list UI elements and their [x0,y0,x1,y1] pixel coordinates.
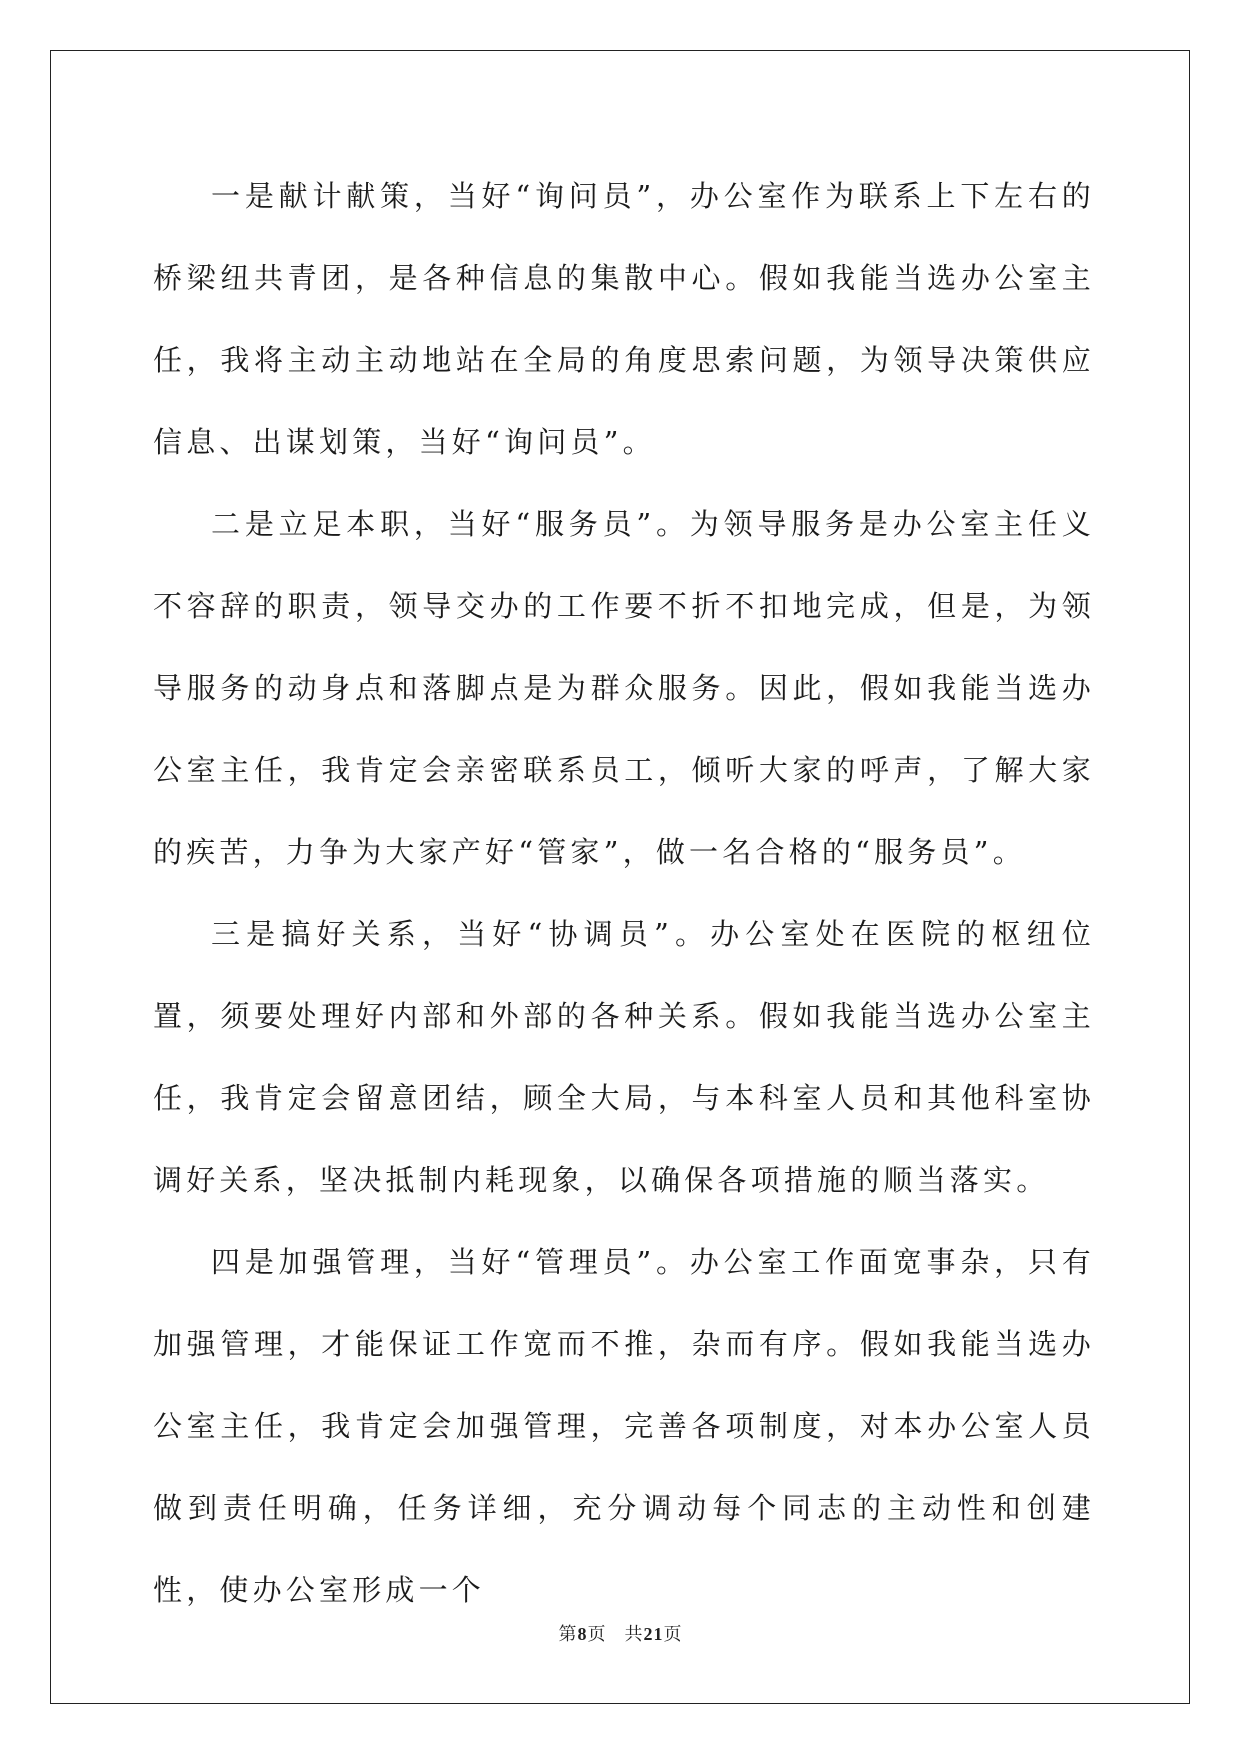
page-suffix: 页 [587,1624,607,1645]
paragraph-3: 三是搞好关系，当好“协调员”。办公室处在医院的枢纽位置，须要处理好内部和外部的各种关系。假如我能当选办公室主任，我肯定会留意团结，顾全大局，与本科室人员和其他科室协调好关系，坚决抵制内耗现象，以确保各项措施的顺当落实。 [153,917,1095,1197]
total-pages: 21 [643,1624,664,1644]
paragraph-1: 一是献计献策，当好“询问员”，办公室作为联系上下左右的桥梁纽共青团，是各种信息的集散中心。假如我能当选办公室主任，我将主动主动地站在全局的角度思索问题，为领导决策供应信息、出谋划策，当好“询问员”。 [153,179,1095,459]
paragraph-2: 二是立足本职，当好“服务员”。为领导服务是办公室主任义不容辞的职责，领导交办的工作要不折不扣地完成，但是，为领导服务的动身点和落脚点是为群众服务。因此，假如我能当选办公室主任，我肯定会亲密联系员工，倾听大家的呼声，了解大家的疾苦，力争为大家产好“管家”，做一名合格的“服务员”。 [153,507,1095,869]
page-footer [0,1620,1241,1646]
total-prefix: 共 [624,1624,644,1645]
total-suffix: 页 [663,1624,683,1645]
page-prefix: 第 [558,1624,578,1645]
page-number: 8 [577,1624,588,1644]
document-body [153,155,1095,1631]
paragraph-4: 四是加强管理，当好“管理员”。办公室工作面宽事杂，只有加强管理，才能保证工作宽而不推，杂而有序。假如我能当选办公室主任，我肯定会加强管理，完善各项制度，对本办公室人员做到责任明确，任务详细，充分调动每个同志的主动性和创建性，使办公室形成一个 [153,1245,1095,1607]
